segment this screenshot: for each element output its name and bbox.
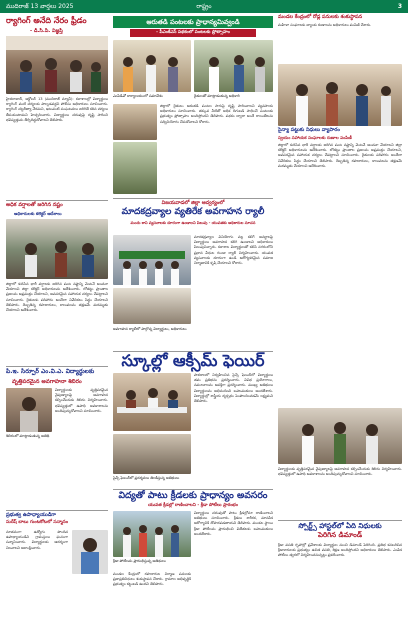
sports-caption: క్రీడా పోటీలను ప్రారంభిస్తున్న అతిథులు — [113, 559, 166, 563]
crops-photo-3 — [113, 104, 157, 140]
students-body-continued: విద్యార్థులకు వృత్తిపరమైన నైపుణ్యాలపై అవగాహన కల్పించేందుకు శిబిరం నిర్వహించారు. భవిష్యత్తులో ఉపాధి అవకాశాలను అందిపుచ్చుకోవాలని సూచించారు. — [278, 467, 402, 477]
crops-subtag: - పీఎంకేఎస్ పథకంలో పంటలకు ప్రోత్సాహం — [130, 29, 256, 37]
divider — [6, 200, 108, 201]
students-subhead: వృత్తిపరమైన అవగాహనా శిబిరం — [12, 379, 82, 385]
top-bar — [0, 0, 408, 13]
rally-photo-2 — [113, 288, 191, 324]
rally-subhead: మందు కాని వ్యసనాలకు దూరంగా ఉండాలని పిలుపు - యువతకు అధికారుల సూచన — [130, 220, 256, 225]
crops-photo-2 — [194, 40, 273, 92]
appointment-photo — [72, 530, 108, 574]
page-number: 3 — [397, 3, 402, 10]
rally-tag: విజయవాడలో జిల్లా ఆద్వర్యంలో — [161, 200, 225, 206]
collector-body-continued: జిల్లాలో కురిసిన భారీ వర్షాలకు జరిగిన పంట నష్టాన్ని వెంటనే అంచనా వేయాలని జిల్లా కలెక్టర్ అధికారులను ఆదేశించారు. లోతట్టు ప్రాంతాల ప్రజలను అప్రమత్తం చేయాలని, అవసరమైన సహాయక చర్యలు చేపట్టాలని సూచించారు. రైతులకు పరిహారం అందేలా నివేదికలు సిద్ధం చేయాలని తెలిపారు. దెబ్బతిన్న రహదారులు, కాలువలను తక్షణమే మరమ్మతు చేయాలని ఆదేశించారు. — [278, 143, 402, 168]
crops-tag: ఆరుతడి పంటలకు ప్రాధాన్యమివ్వండి — [113, 16, 273, 28]
students-headline: పి.ఇ. సిర్పూర్ ఎం.వి.ఎ. విద్యార్థులకు — [6, 368, 95, 375]
crops-caption-2: రైతులతో మాట్లాడుతున్న అధికారి — [194, 94, 240, 98]
crops-caption-1: ఎంపీడీవో కార్యాలయంలో సమావేశం — [113, 94, 163, 98]
demand-headline: స్పోర్ట్స్ హాస్టల్‌లో ఏది నిధులకు — [298, 522, 382, 530]
kittutaccu-headline: సైన్యా పట్టుకు నిధులు వ్యాపారం — [278, 127, 340, 133]
science-caption: సైన్స్ ఫెయిర్‌లో ప్రదర్శనలు తిలకిస్తున్న అతిథులు — [113, 476, 180, 480]
sports-subhead: యువత క్రీడల్లో రాణించాలని - క్రీడా పోటీలు ప్రారంభం — [148, 503, 238, 508]
news-photo-icon — [6, 36, 108, 94]
collector-subhead: అధికారులకు కలెక్టర్ ఆదేశాలు — [14, 211, 62, 216]
ragging-headline: ర్యాగింగ్ అనేది నేరం ఫ్రీడం — [6, 16, 87, 25]
sports-headline: విద్యతో పాటు క్రీడలకు ప్రాధాన్యం అవసరం — [118, 490, 268, 501]
collector-photo — [6, 219, 108, 279]
issue-date: ముదిరాజ్ 13 వార్తలు 2025 — [6, 3, 74, 10]
divider — [6, 366, 108, 367]
divider — [278, 520, 402, 521]
kittutaccu-body: మహిళా సంఘాలకు బ్యాంకు రుణాలను అధికారులు పంపిణీ చేశారు. — [278, 23, 372, 27]
roads-body: మండల కేంద్రంలో రహదారుల నిర్మాణ పనులకు ప్రజాప్రతినిధులు శంకుస్థాపన చేశారు. గ్రామాల అభివృద్ధికి ప్రభుత్వం కట్టుబడి ఉందని తెలిపారు. — [113, 572, 191, 587]
section-name: రాష్ట్రం — [196, 3, 212, 10]
crops-photo-1 — [113, 40, 191, 92]
crops-photo-4 — [113, 142, 157, 194]
sports-photo — [113, 511, 191, 557]
collector-body: జిల్లాలో కురిసిన భారీ వర్షాలకు జరిగిన పంట నష్టాన్ని వెంటనే అంచనా వేయాలని జిల్లా కలెక్టర్ అధికారులను ఆదేశించారు. లోతట్టు ప్రాంతాల ప్రజలను అప్రమత్తం చేయాలని, అవసరమైన సహాయక చర్యలు చేపట్టాలని సూచించారు. రైతులకు పరిహారం అందేలా నివేదికలు సిద్ధం చేయాలని తెలిపారు. దెబ్బతిన్న రహదారులు, కాలువలను తక్షణమే మరమ్మతు చేయాలని ఆదేశించారు. — [6, 282, 108, 313]
demand-subhead: పెరిగిన డిమాండ్ — [317, 531, 363, 539]
science-photo-1 — [113, 373, 191, 431]
science-headline: స్కూల్లో ఆక్సీమ్ ఫెయిర్ — [121, 351, 265, 370]
rally-caption: అవగాహన ర్యాలీలో పాల్గొన్న విద్యార్థులు, అధికారులు — [113, 327, 187, 331]
collector-headline: అధిక వర్షాలతో జరిగిన నష్టం — [6, 202, 63, 208]
rally-photo-1 — [113, 235, 191, 285]
right-photo-1 — [278, 64, 402, 126]
kittutaccu-subhead: స్వయం సహాయక సంఘాలకు రుణాల పంపిణీ — [278, 135, 352, 140]
students-caption: శిబిరంలో మాట్లాడుతున్న అతిథి — [6, 434, 50, 438]
rally-headline: మాదకద్రవ్యాల వ్యతిరేక అవగాహన ర్యాలీ — [121, 207, 265, 217]
students-photo — [6, 388, 52, 432]
appointment-subhead: సురేష్ బాబు గుంటకోటలో సన్మానం — [6, 520, 69, 525]
ragging-body: హైదరాబాద్, అక్టోబర్ 13 (ముదిరాజ్ న్యూస్): కళాశాలల్లో విద్యార్థులు ర్యాగింగ్ వంటి చర్యలకు పాల్పడవద్దని పోలీసు అధికారులు సూచించారు. ర్యాగింగ్ చట్టరీత్యా నేరమని, ఇటువంటి సంఘటనలు జరిగితే కఠిన చర్యలు తీసుకుంటామని హెచ్చరించారు. విద్యార్థులు చదువుపై దృష్టి సారించి భవిష్యత్తును తీర్చిదిద్దుకోవాలని తెలిపారు. — [6, 97, 108, 122]
roads-headline: మండల కేంద్రంలో రోడ్ల పనులకు శంకుస్థాపన — [278, 14, 363, 20]
ragging-photo — [6, 36, 108, 94]
sports-body: విద్యార్థులు చదువుతో పాటు క్రీడల్లోనూ రాణించాలని అతిథులు సూచించారు. క్రీడలు శారీరక, మానసిక ఆరోగ్యానికి దోహదపడతాయని తెలిపారు. మండల స్థాయి క్రీడా పోటీలను ప్రారంభించి విజేతలకు బహుమతులు అందజేశారు. — [194, 511, 273, 536]
ragging-subhead: - డి.సి.పి. విజ్ఞప్తి — [30, 28, 63, 34]
appointment-body: నూతనంగా ఉద్యోగం పొందిన ఉపాధ్యాయుడిని గ్రామస్తులు ఘనంగా సన్మానించారు. విద్యార్థులకు ఆదర్శంగా నిలవాలని ఆకాంక్షించారు. — [6, 530, 68, 550]
students-body: విద్యార్థులకు వృత్తిపరమైన నైపుణ్యాలపై అవగాహన కల్పించేందుకు శిబిరం నిర్వహించారు. భవిష్యత్తులో ఉపాధి అవకాశాలను అందిపుచ్చుకోవాలని సూచించారు. — [55, 388, 108, 413]
science-body: పాఠశాలలో నిర్వహించిన సైన్స్ ఫెయిర్‌లో విద్యార్థులు తమ ప్రతిభను ప్రదర్శించారు. వివిధ ప్రయోగాలు, నమూనాలను ఆసక్తిగా ప్రదర్శించారు. ముఖ్య అతిథులు విద్యార్థులను అభినందించి బహుమతులు అందజేశారు. విద్యార్థుల్లో శాస్త్రీయ దృక్పథం పెంపొందించడమే లక్ష్యమని తెలిపారు. — [194, 373, 273, 404]
divider — [6, 510, 108, 511]
science-photo-2 — [113, 434, 191, 474]
rally-body: మాదకద్రవ్యాల వినియోగం వల్ల కలిగే అనర్థాలపై విద్యార్థులు అవగాహన కలిగి ఉండాలని అధికారులు పిలుపునిచ్చారు. కళాశాల విద్యార్థులతో కలిసి నగరంలోని ప్రధాన వీధుల గుండా ర్యాలీ నిర్వహించారు. యువత వ్యసనాలకు దూరంగా ఉండి ఆరోగ్యకరమైన సమాజ నిర్మాణానికి కృషి చేయాలని కోరారు. — [194, 235, 273, 266]
right-photo-2 — [278, 408, 402, 464]
crops-body: జిల్లాలో రైతులు ఆరుతడి పంటల సాగుపై దృష్టి సారించాలని వ్యవసాయ అధికారులు సూచించారు. తక్కువ నీటితో అధిక దిగుబడి సాధించే పంటలకు ప్రభుత్వం ప్రోత్సాహం అందిస్తోందని తెలిపారు. పథకం ద్వారా అందే రాయితీలను సద్వినియోగం చేసుకోవాలని కోరారు. — [160, 104, 273, 124]
demand-body: క్రీడా వసతి గృహాల్లో ప్రవేశాలకు విద్యార్థుల నుంచి డిమాండ్ పెరిగింది. ప్రతిభ కనబరిచిన క్రీడాకారులకు ప్రభుత్వం ఉచిత వసతి, శిక్షణ అందిస్తోందని అధికారులు తెలిపారు. ఎంపిక పోటీలు త్వరలో నిర్వహించనున్నట్లు ప్రకటించారు. — [278, 543, 402, 558]
appointment-headline: ప్రభుత్వ ఉపాధ్యాయుడిగా — [6, 512, 57, 518]
divider — [113, 198, 273, 199]
